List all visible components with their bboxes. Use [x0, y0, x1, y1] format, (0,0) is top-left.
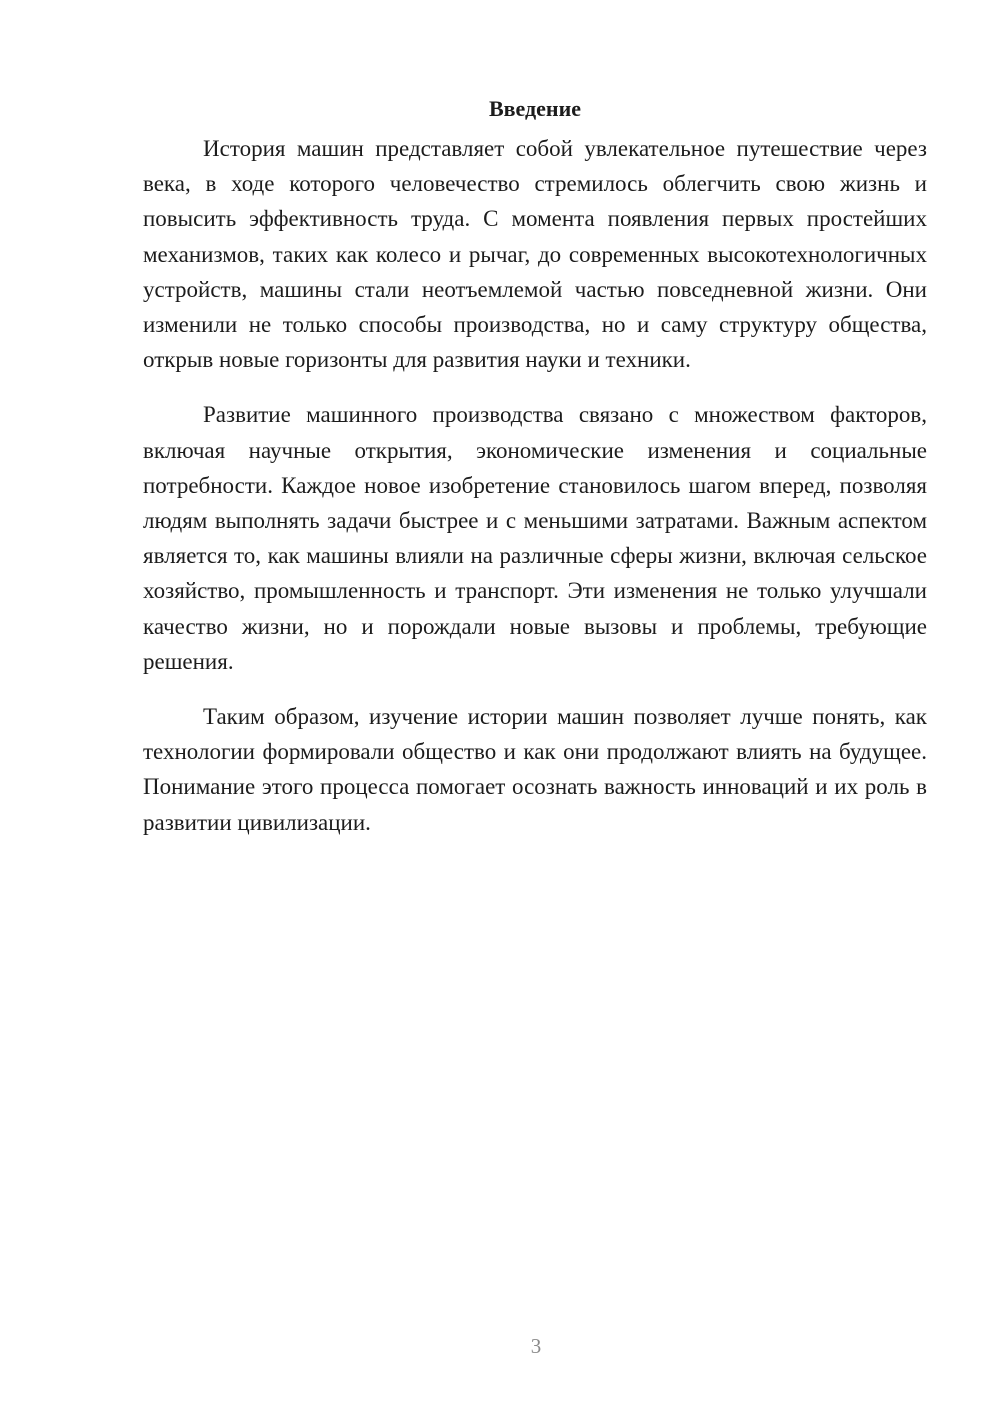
- section-title: Введение: [488, 96, 582, 121]
- page-content: [143, 92, 927, 840]
- paragraph-1: История машин представляет собой увлекательное путешествие через века, в ходе которого человечество стремилось облегчить свою жизнь и повысить эффективность труда. С момента появления первых простейших механизмов, таких как колесо и рычаг, до современных высокотехнологичных устройств, машины стали неотъемлемой частью повседневной жизни. Они изменили не только способы производства, но и саму структуру общества, открыв новые горизонты для развития науки и техники.: [143, 136, 927, 373]
- paragraph-3: Таким образом, изучение истории машин позволяет лучше понять, как технологии формировали общество и как они продолжают влиять на будущее. Понимание этого процесса помогает осознать важность инноваций и их роль в развитии цивилизации.: [143, 704, 927, 835]
- paragraph-2: Развитие машинного производства связано с множеством факторов, включая научные открытия, экономические изменения и социальные потребности. Каждое новое изобретение становилось шагом вперед, позволяя людям выполнять задачи быстрее и с меньшими затратами. Важным аспектом является то, как машины влияли на различные сферы жизни, включая сельское хозяйство, промышленность и транспорт. Эти изменения не только улучшали качество жизни, но и порождали новые вызовы и проблемы, требующие решения.: [143, 402, 927, 674]
- page-number: 3: [530, 1334, 542, 1358]
